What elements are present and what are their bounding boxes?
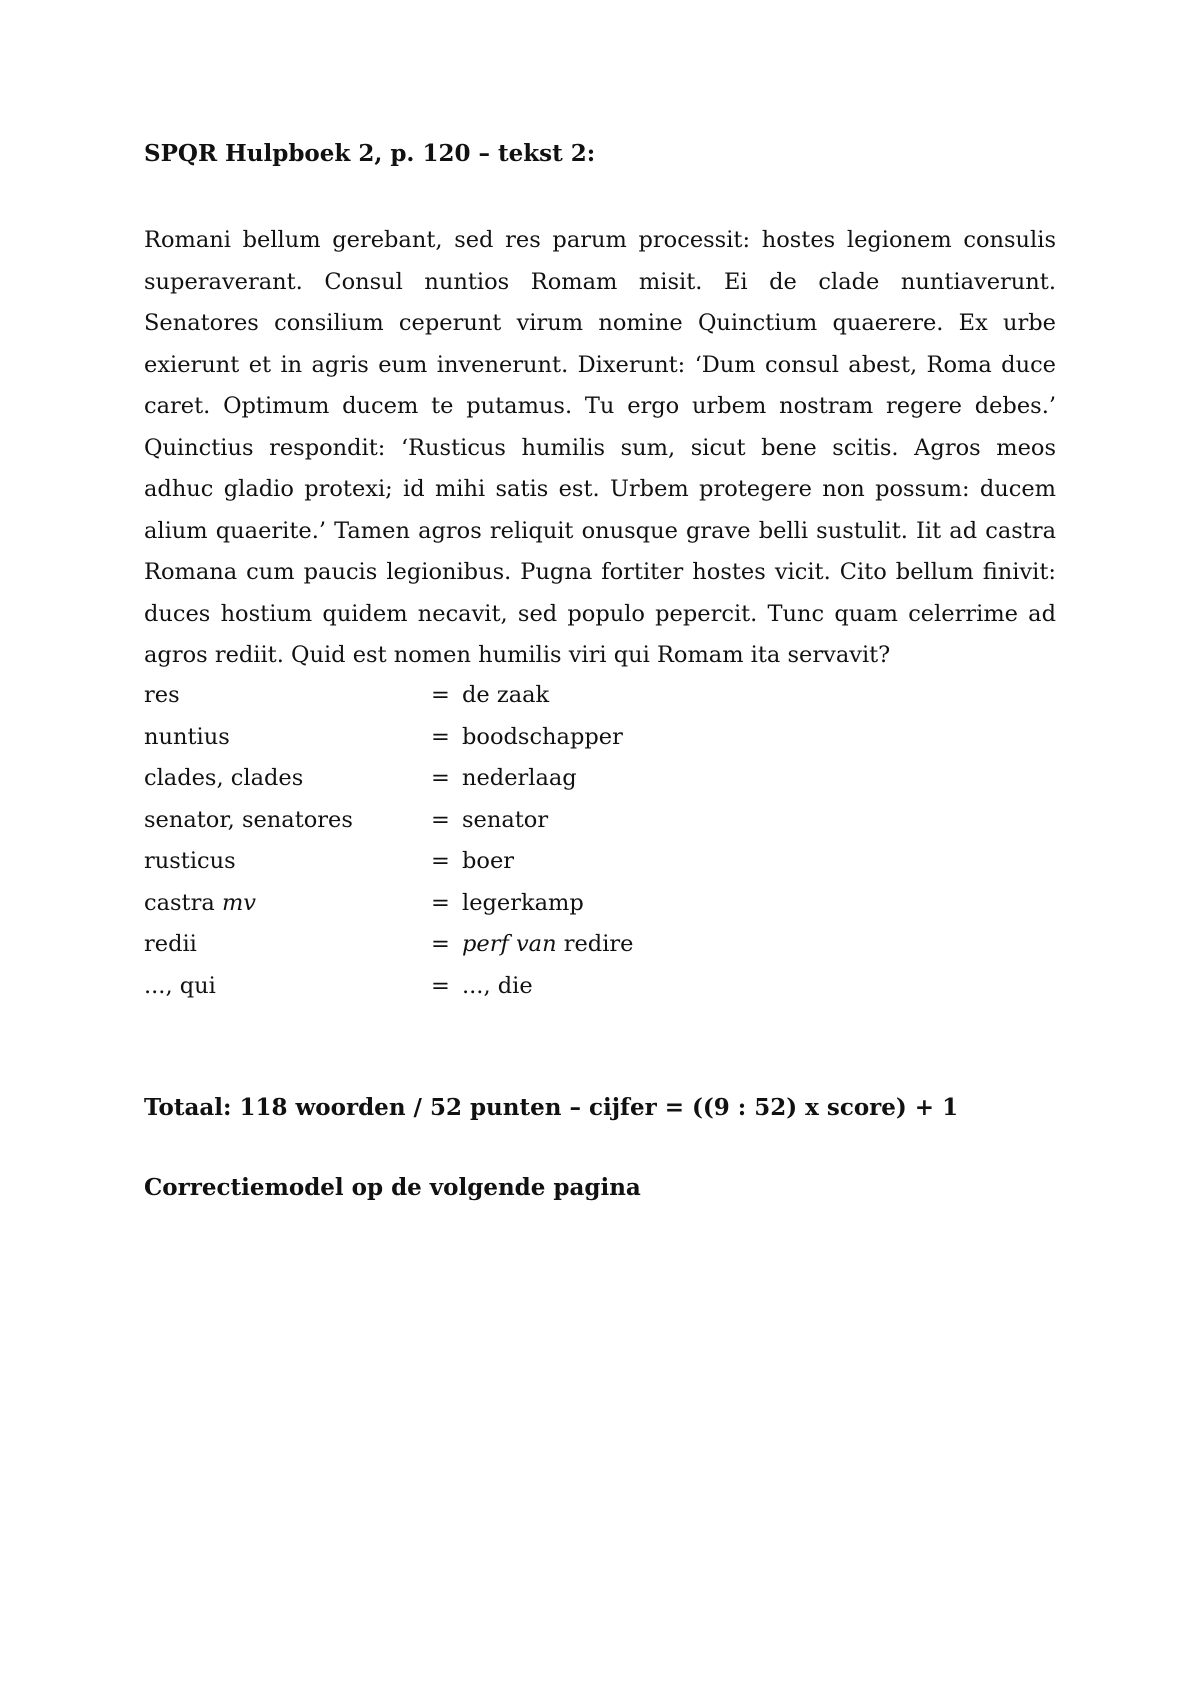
vocab-row [144,966,1056,1008]
vocab-row [144,800,1056,842]
vocab-definition: boer [462,848,515,874]
vocab-term: redii [144,931,197,957]
vocab-equals: = [431,765,450,791]
vocab-term-text: castra [144,889,215,916]
vocab-definition-grammar-note: perf van [462,931,557,957]
vocab-row [144,883,1056,925]
vocab-definition: de zaak [462,682,550,708]
vocab-term-grammar-note: mv [221,889,256,916]
vocab-definition: ..., die [462,972,533,999]
vocab-definition: legerkamp [462,889,584,916]
vocab-definition: senator [462,806,549,833]
vocab-definition: nederlaag [462,765,577,791]
vocab-row [144,717,1056,759]
vocab-definition: boodschapper [462,723,623,750]
vocab-definition-text: redire [563,931,634,957]
vocab-equals: = [431,806,450,833]
vocab-equals: = [431,889,450,916]
vocab-equals: = [431,848,450,874]
document-heading: SPQR Hulpboek 2, p. 120 – tekst 2: [144,140,596,167]
vocab-term [144,883,256,925]
latin-passage: Romani bellum gerebant, sed res parum processit: hostes legionem consulis superaverant. Consul nuntios Romam misit. Ei de clade nuntiaverunt. Senatores consilium ceperunt virum nomine Quinctium quaerere. Ex urbe exierunt et in agris eum invenerunt. Dixerunt: ‘Dum consul abest, Roma duce caret. Optimum ducem te putamus. Tu ergo urbem nostram regere debes.’ Quinctius respondit: ‘Rusticus humilis sum, sicut bene scitis. Agros meos adhuc gladio protexi; id mihi satis est. Urbem protegere non possum: ducem alium quaerite.’ Tamen agros reliquit onusque grave belli sustulit. Iit ad castra Romana cum paucis legionibus. Pugna fortiter hostes vicit. Cito bellum finivit: duces hostium quidem necavit, sed populo pepercit. Tunc quam celerrime ad agros rediit. Quid est nomen humilis viri qui Romam ita servavit? [144,227,1056,668]
vocab-row [144,841,1056,883]
vocabulary-list [144,675,1056,1007]
vocab-equals: = [431,723,450,750]
vocab-row [144,924,1056,966]
vocab-row [144,758,1056,800]
vocab-term: ..., qui [144,972,216,999]
vocab-term: nuntius [144,723,230,750]
vocab-row [144,675,1056,717]
vocab-equals: = [431,682,450,708]
vocab-definition [462,924,633,966]
vocab-term: res [144,682,180,708]
vocab-equals: = [431,972,450,999]
vocab-term: clades, clades [144,765,304,791]
score-total: Totaal: 118 woorden / 52 punten – cijfer = ((9 : 52) x score) + 1 [144,1094,959,1121]
vocab-term: senator, senatores [144,806,353,833]
next-page-note: Correctiemodel op de volgende pagina [144,1174,641,1201]
vocab-term: rusticus [144,848,236,874]
vocab-equals: = [431,931,450,957]
